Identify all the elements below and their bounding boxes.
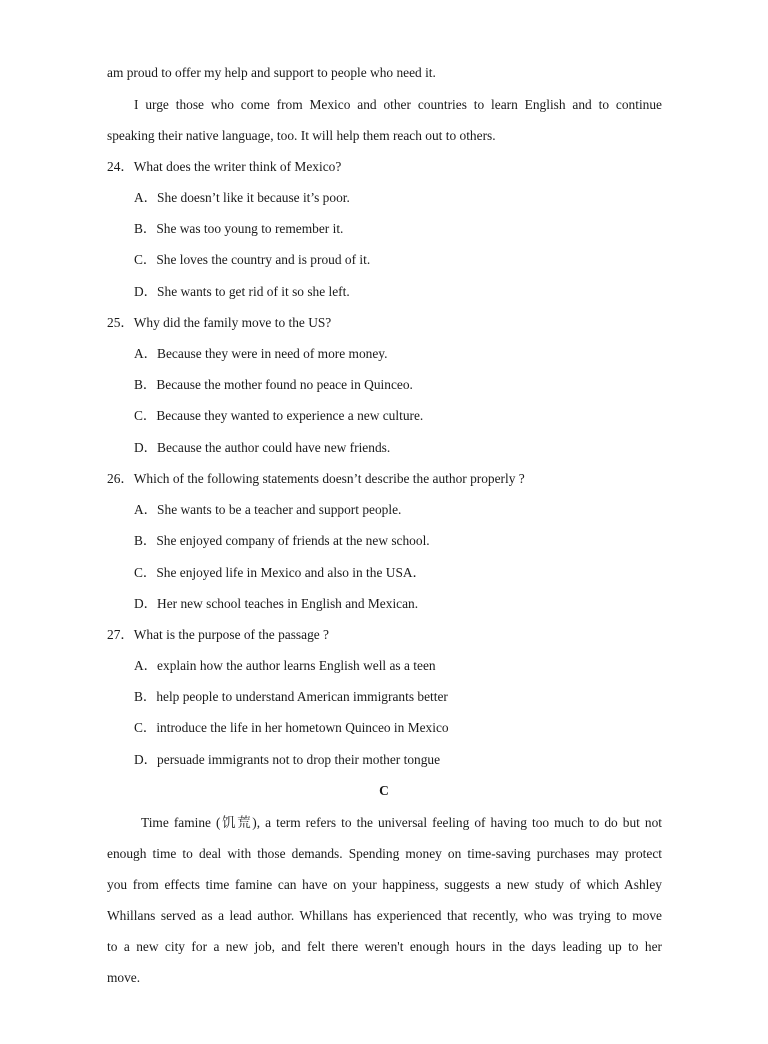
question-24-option-c: C．She loves the country and is proud of it. xyxy=(134,252,371,267)
question-26-option-a: A．She wants to be a teacher and support people. xyxy=(134,502,402,517)
question-25-option-c: C．Because they wanted to experience a new culture. xyxy=(134,408,424,423)
section-heading-c: C xyxy=(379,783,389,798)
question-24-option-a: A．She doesn’t like it because it’s poor. xyxy=(134,190,350,205)
question-24-stem: 24．What does the writer think of Mexico? xyxy=(107,159,342,174)
question-27-option-a: A．explain how the author learns English well as a teen xyxy=(134,658,436,673)
question-27-stem: 27．What is the purpose of the passage ? xyxy=(107,627,329,642)
passage-c-line: you from effects time famine can have on your happiness, suggests a new study of which Ashley xyxy=(107,877,662,892)
passage-c-line: move. xyxy=(107,970,141,985)
question-25-option-a: A．Because they were in need of more money. xyxy=(134,346,388,361)
question-27-option-c: C．introduce the life in her hometown Quinceo in Mexico xyxy=(134,720,449,735)
question-24-option-d: D．She wants to get rid of it so she left. xyxy=(134,284,350,299)
question-26-option-d: D．Her new school teaches in English and Mexican. xyxy=(134,596,419,611)
question-24-option-b: B．She was too young to remember it. xyxy=(134,221,344,236)
passage-c-line: enough time to deal with those demands. Spending money on time-saving purchases may protect xyxy=(107,846,662,861)
passage-b-last-line: am proud to offer my help and support to people who need it. xyxy=(107,65,436,80)
question-25-stem: 25．Why did the family move to the US? xyxy=(107,315,332,330)
question-26-option-c: C．She enjoyed life in Mexico and also in the USA． xyxy=(134,565,426,580)
question-25-option-b: B．Because the mother found no peace in Quinceo. xyxy=(134,377,413,392)
passage-c-line: Whillans served as a lead author. Whillans has experienced that recently, who was trying to move xyxy=(107,908,662,923)
question-27-option-d: D．persuade immigrants not to drop their mother tongue xyxy=(134,752,441,767)
passage-b-paragraph-line: I urge those who come from Mexico and other countries to learn English and to continue xyxy=(134,97,662,112)
question-25-option-d: D．Because the author could have new friends. xyxy=(134,440,391,455)
passage-b-paragraph-line: speaking their native language, too. It will help them reach out to others. xyxy=(107,128,496,143)
passage-c-line: Time famine (饥荒), a term refers to the universal feeling of having too much to do but not xyxy=(141,815,662,830)
question-26-option-b: B．She enjoyed company of friends at the new school. xyxy=(134,533,430,548)
question-27-option-b: B．help people to understand American immigrants better xyxy=(134,689,448,704)
question-26-stem: 26．Which of the following statements doesn’t describe the author properly ? xyxy=(107,471,525,486)
passage-c-line: to a new city for a new job, and felt there weren't enough hours in the days leading up to her xyxy=(107,939,662,954)
